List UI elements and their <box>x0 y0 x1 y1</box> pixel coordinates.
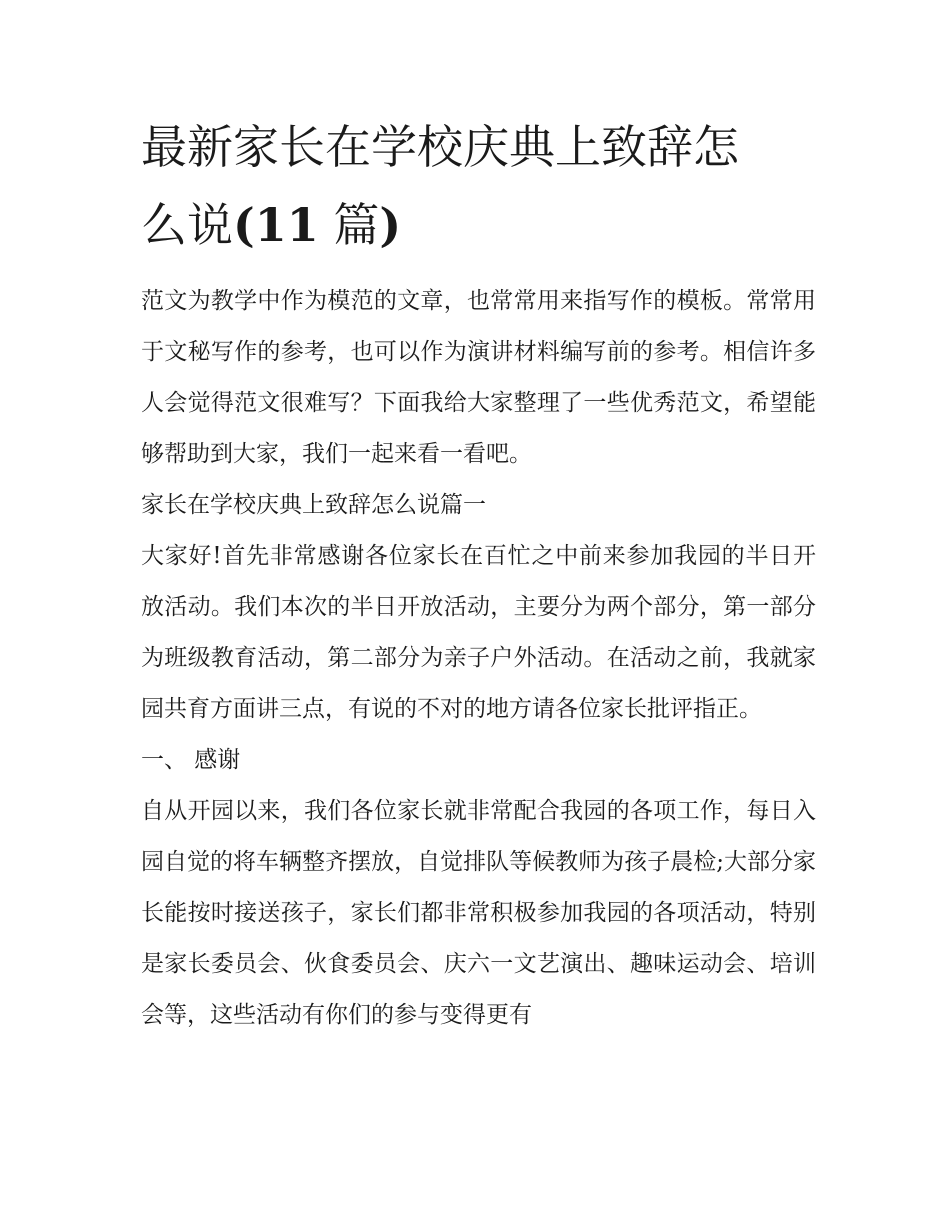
document-page <box>141 108 816 1041</box>
title-close-paren: ) <box>379 198 402 252</box>
document-title <box>141 108 816 264</box>
body-paragraph: 大家好!首先非常感谢各位家长在百忙之中前来参加我园的半日开放活动。我们本次的半日开放活动，主要分为两个部分，第一部分为班级教育活动，第二部分为亲子户外活动。在活动之前，我就家园共育方面讲三点，有说的不对的地方请各位家长批评指正。 <box>141 543 816 722</box>
title-line-2: 么说 <box>141 198 233 252</box>
title-count: (11 <box>233 198 319 252</box>
subsection-heading: 一、 感谢 <box>141 747 241 773</box>
section-heading: 家长在学校庆典上致辞怎么说篇一 <box>141 492 486 518</box>
body-paragraph: 自从开园以来，我们各位家长就非常配合我园的各项工作，每日入园自觉的将车辆整齐摆放，自觉排队等候教师为孩子晨检;大部分家长能按时接送孩子，家长们都非常积极参加我园的各项活动，特别是家长委员会、伙食委员会、庆六一文艺演出、趣味运动会、培训会等，这些活动有你们的参与变得更有 <box>141 798 816 1028</box>
title-unit: 篇 <box>318 198 380 252</box>
title-line-1: 最新家长在学校庆典上致辞怎 <box>141 120 739 174</box>
intro-paragraph: 范文为教学中作为模范的文章，也常常用来指写作的模板。常常用于文秘写作的参考，也可以作为演讲材料编写前的参考。相信许多人会觉得范文很难写？下面我给大家整理了一些优秀范文，希望能够帮助到大家，我们一起来看一看吧。 <box>141 288 816 467</box>
